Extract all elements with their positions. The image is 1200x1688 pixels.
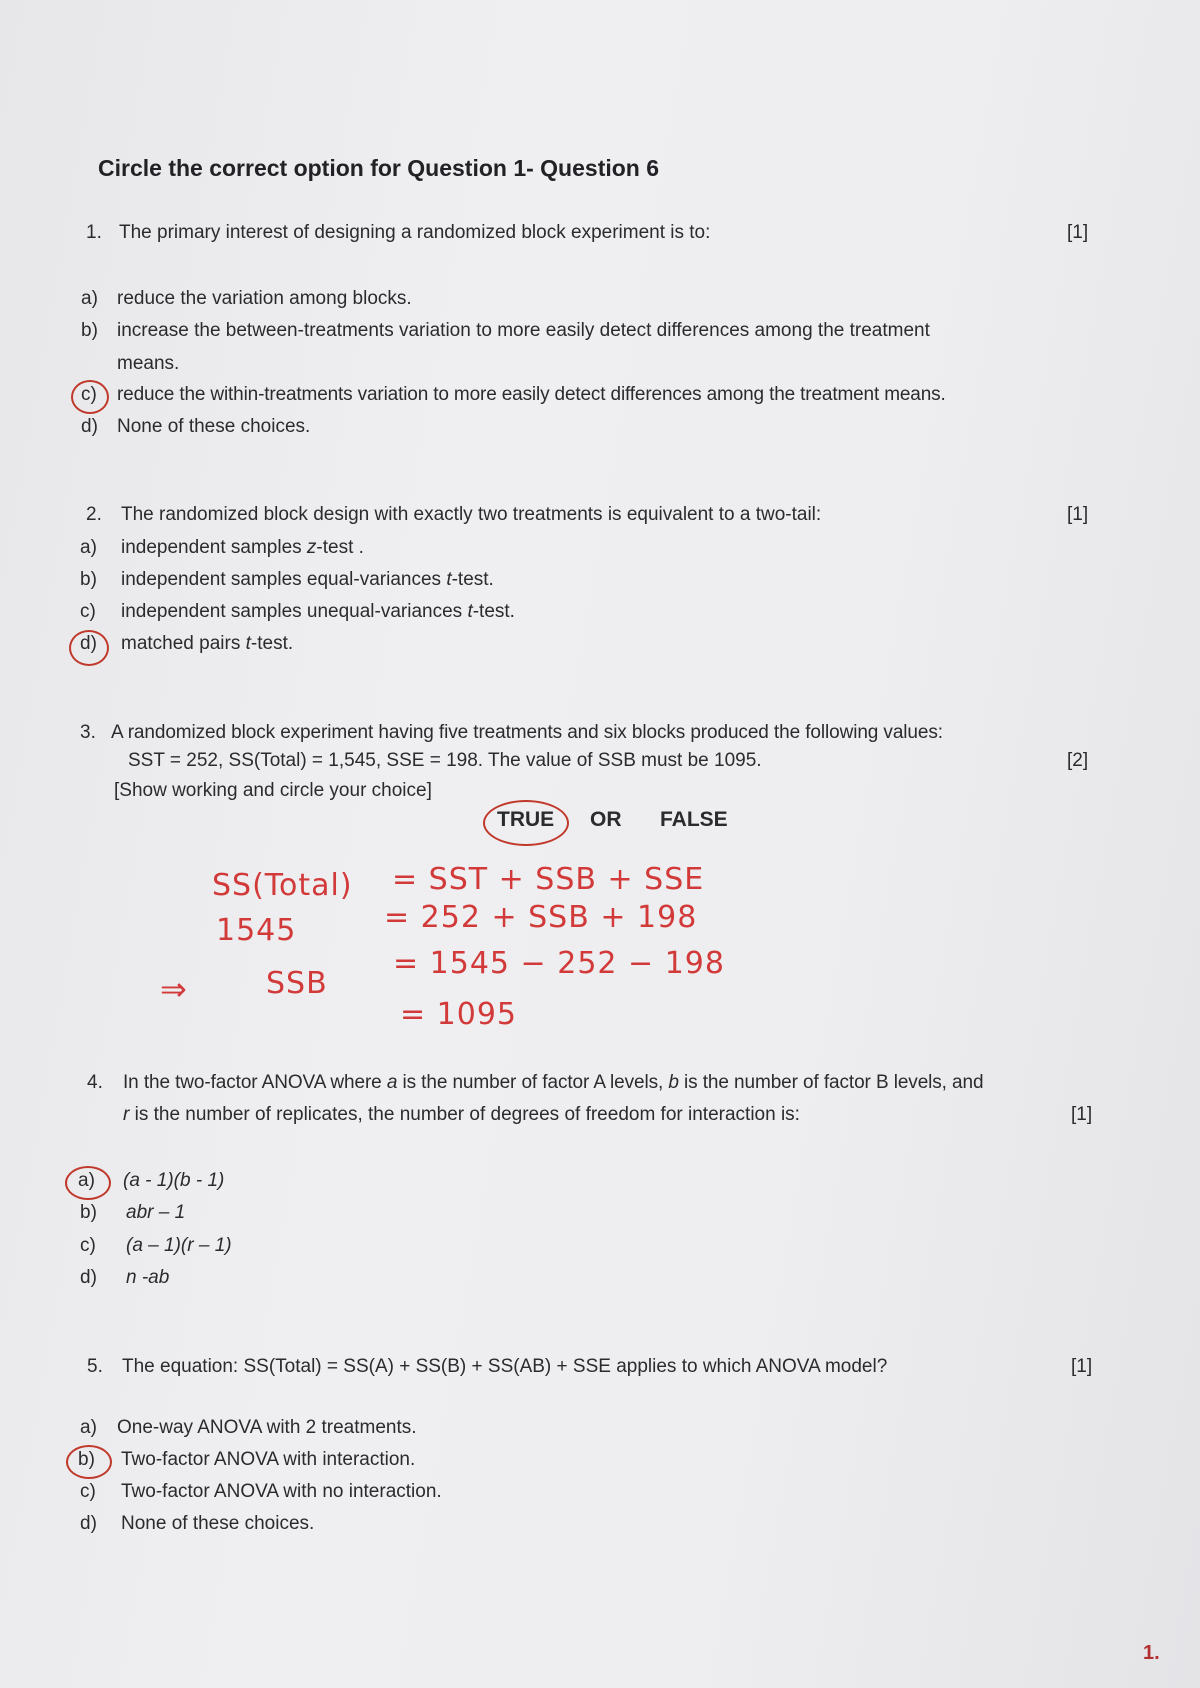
option-text: independent samples z-test . <box>121 537 364 558</box>
option-label: b) <box>78 1449 95 1470</box>
working-left: 1545 <box>216 913 297 948</box>
question-number: 4. <box>87 1072 103 1093</box>
option-label: a) <box>78 1170 95 1191</box>
option-label: c) <box>80 1481 96 1502</box>
question-text: In the two-factor ANOVA where a is the number of factor A levels, b is the number of factor B levels, and <box>123 1072 984 1093</box>
working-right: = SST + SSB + SSE <box>392 862 705 897</box>
option-label: d) <box>81 416 98 437</box>
working-right: = 1095 <box>400 997 518 1032</box>
question-text-continued: r is the number of replicates, the number of degrees of freedom for interaction is: <box>123 1104 800 1125</box>
option-text: One-way ANOVA with 2 treatments. <box>117 1417 417 1438</box>
option-label: d) <box>80 1513 97 1534</box>
question-text: The randomized block design with exactly two treatments is equivalent to a two-tail: <box>121 504 822 525</box>
option-label: c) <box>81 384 97 405</box>
option-text: abr – 1 <box>126 1202 186 1223</box>
option-text-continued: means. <box>117 353 180 374</box>
working-right: = 252 + SSB + 198 <box>384 900 698 935</box>
option-text: None of these choices. <box>117 416 311 437</box>
working-left: SS(Total) <box>212 868 353 903</box>
implies-arrow-icon: ⇒ <box>160 970 188 1008</box>
option-label: a) <box>81 288 98 309</box>
option-text: increase the between-treatments variation to more easily detect differences among the treatment <box>117 320 930 341</box>
answer-circle-mark <box>65 1166 111 1200</box>
option-label: c) <box>80 1235 96 1256</box>
option-text: independent samples equal-variances t-test. <box>121 569 494 590</box>
option-text: matched pairs t-test. <box>121 633 294 654</box>
question-marks: [1] <box>1067 222 1089 243</box>
option-text: None of these choices. <box>121 1513 315 1534</box>
answer-circle-mark <box>483 800 569 846</box>
question-number: 2. <box>86 504 102 525</box>
answer-circle-mark <box>66 1445 112 1479</box>
question-text: The primary interest of designing a randomized block experiment is to: <box>119 222 711 243</box>
question-marks: [1] <box>1071 1104 1093 1125</box>
question-text: A randomized block experiment having five treatments and six blocks produced the following values: <box>111 722 943 743</box>
working-left: SSB <box>266 966 328 1001</box>
question-number: 3. <box>80 722 96 743</box>
question-values: SST = 252, SS(Total) = 1,545, SSE = 198. The value of SSB must be 1095. <box>128 750 762 771</box>
option-text: (a - 1)(b - 1) <box>123 1170 225 1191</box>
option-text: Two-factor ANOVA with interaction. <box>121 1449 416 1470</box>
option-text: Two-factor ANOVA with no interaction. <box>121 1481 442 1502</box>
question-number: 1. <box>86 222 102 243</box>
question-marks: [1] <box>1067 504 1089 525</box>
option-text: n -ab <box>126 1267 170 1288</box>
question-marks: [1] <box>1071 1356 1093 1377</box>
option-text: reduce the within-treatments variation to more easily detect differences among the treatment means. <box>117 384 946 405</box>
option-label: b) <box>80 569 97 590</box>
true-option: TRUE <box>497 808 555 831</box>
or-label: OR <box>590 808 622 831</box>
question-instruction: [Show working and circle your choice] <box>114 780 432 801</box>
answer-circle-mark <box>69 630 109 666</box>
false-option: FALSE <box>660 808 728 831</box>
option-label: c) <box>80 601 96 622</box>
question-marks: [2] <box>1067 750 1089 771</box>
option-text: reduce the variation among blocks. <box>117 288 412 309</box>
option-label: b) <box>80 1202 97 1223</box>
option-label: d) <box>80 633 97 654</box>
answer-circle-mark <box>71 380 109 414</box>
question-text: The equation: SS(Total) = SS(A) + SS(B) + SS(AB) + SSE applies to which ANOVA model? <box>122 1356 888 1377</box>
option-text: (a – 1)(r – 1) <box>126 1235 232 1256</box>
page-number: 1. <box>1143 1642 1160 1664</box>
option-label: b) <box>81 320 98 341</box>
option-label: d) <box>80 1267 97 1288</box>
instructions-title: Circle the correct option for Question 1- Question 6 <box>98 155 660 181</box>
option-label: a) <box>80 537 97 558</box>
question-number: 5. <box>87 1356 103 1377</box>
working-right: = 1545 − 252 − 198 <box>393 946 725 981</box>
option-label: a) <box>80 1417 97 1438</box>
option-text: independent samples unequal-variances t-test. <box>121 601 515 622</box>
